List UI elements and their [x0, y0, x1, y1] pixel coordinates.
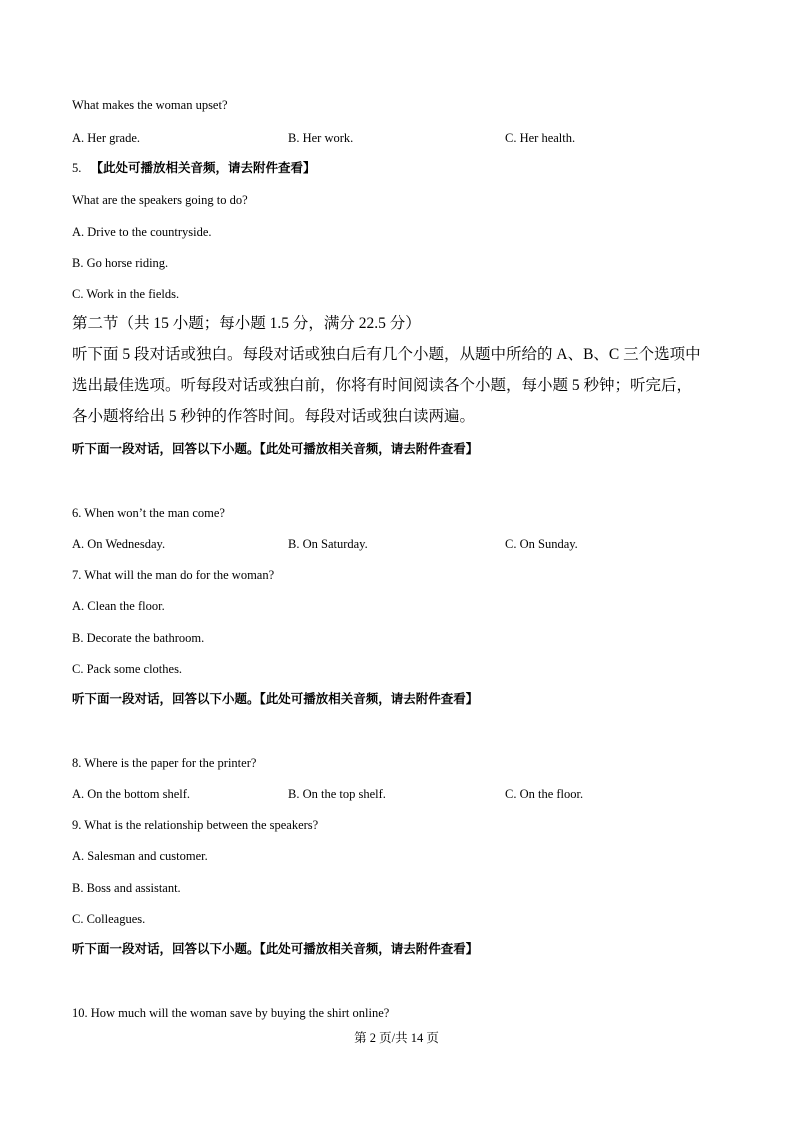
q9-option-a: A. Salesman and customer. — [72, 849, 208, 863]
q7-option-a: A. Clean the floor. — [72, 599, 165, 613]
section2-instruction-line3: 各小题将给出 5 秒钟的作答时间。每段对话或独白读两遍。 — [72, 408, 476, 425]
group1-intro[interactable]: 听下面一段对话，回答以下小题。【此处可播放相关音频，请去附件查看】 — [72, 442, 479, 456]
q8-option-b: B. On the top shelf. — [288, 787, 386, 801]
page-footer: 第 2 页/共 14 页 — [354, 1031, 439, 1045]
group3-intro[interactable]: 听下面一段对话，回答以下小题。【此处可播放相关音频，请去附件查看】 — [72, 942, 479, 956]
q9-question: 9. What is the relationship between the speakers? — [72, 818, 319, 832]
q5-header — [72, 160, 316, 176]
q7-question: 7. What will the man do for the woman? — [72, 568, 275, 582]
q4-option-c: C. Her health. — [505, 131, 576, 145]
q7-option-c: C. Pack some clothes. — [72, 662, 183, 676]
q4-option-a: A. Her grade. — [72, 131, 141, 145]
q10-question: 10. How much will the woman save by buying the shirt online? — [72, 1006, 390, 1020]
q6-option-c: C. On Sunday. — [505, 537, 578, 551]
section2-instruction-line1: 听下面 5 段对话或独白。每段对话或独白后有几个小题，从题中所给的 A、B、C 三个选项中 — [72, 346, 701, 363]
q6-question: 6. When won’t the man come? — [72, 506, 225, 520]
q8-option-a: A. On the bottom shelf. — [72, 787, 191, 801]
group2-intro[interactable]: 听下面一段对话，回答以下小题。【此处可播放相关音频，请去附件查看】 — [72, 692, 479, 706]
q5-option-c: C. Work in the fields. — [72, 287, 180, 301]
q9-option-b: B. Boss and assistant. — [72, 881, 181, 895]
q5-option-b: B. Go horse riding. — [72, 256, 169, 270]
q6-option-b: B. On Saturday. — [288, 537, 368, 551]
q7-option-b: B. Decorate the bathroom. — [72, 631, 205, 645]
q8-option-c: C. On the floor. — [505, 787, 584, 801]
q4-option-b: B. Her work. — [288, 131, 354, 145]
q5-number: 5. — [72, 161, 82, 175]
q5-question: What are the speakers going to do? — [72, 193, 248, 207]
q4-question: What makes the woman upset? — [72, 98, 228, 112]
q5-audio-note[interactable]: 【此处可播放相关音频，请去附件查看】 — [90, 161, 316, 175]
q6-option-a: A. On Wednesday. — [72, 537, 166, 551]
q9-option-c: C. Colleagues. — [72, 912, 146, 926]
section2-title: 第二节（共 15 小题；每小题 1.5 分，满分 22.5 分） — [72, 315, 421, 332]
q5-option-a: A. Drive to the countryside. — [72, 225, 212, 239]
section2-instruction-line2: 选出最佳选项。听每段对话或独白前，你将有时间阅读各个小题，每小题 5 秒钟；听完后， — [72, 377, 693, 394]
q8-question: 8. Where is the paper for the printer? — [72, 756, 257, 770]
